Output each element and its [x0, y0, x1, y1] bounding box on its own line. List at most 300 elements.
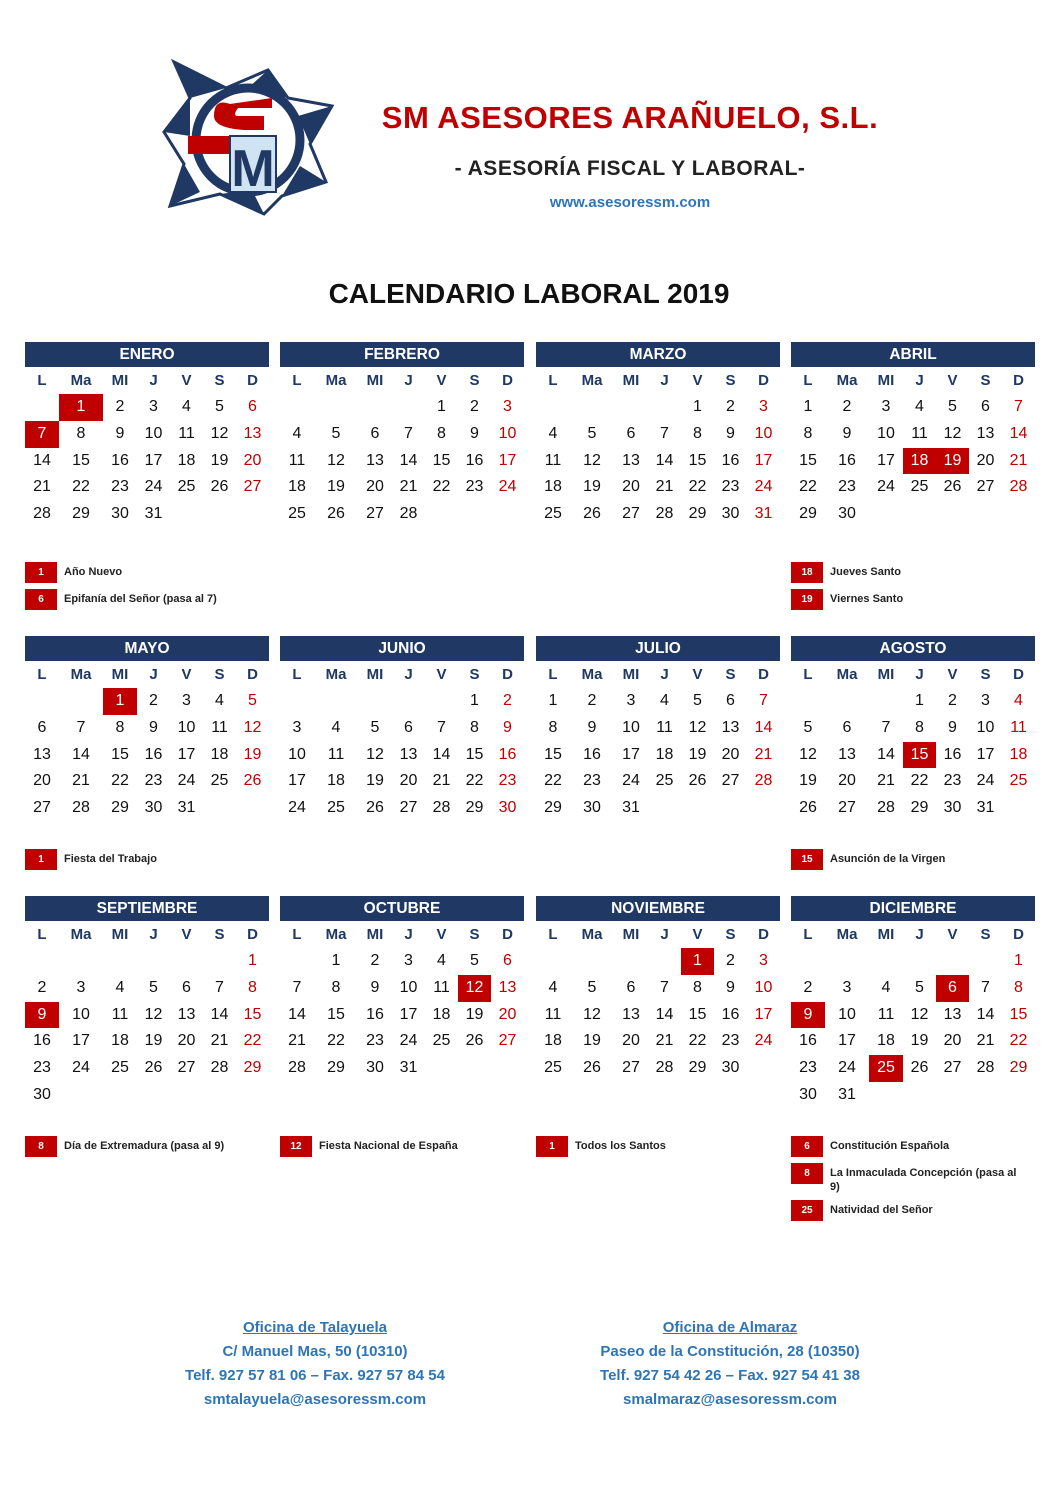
empty-day — [648, 394, 681, 421]
day-cell: 4 — [548, 978, 558, 996]
day-cell: 27 — [622, 1059, 640, 1077]
empty-day — [491, 1055, 524, 1082]
empty-day — [825, 948, 869, 975]
day-cell: 21 — [1009, 451, 1028, 469]
day-cell: 12 — [688, 718, 707, 736]
week-row — [536, 501, 780, 528]
holiday-day-cell: 9 — [791, 1002, 825, 1029]
holiday-name: La Inmaculada Concepción (pasa al 9) — [830, 1167, 1017, 1193]
day-cell: 20 — [943, 1032, 962, 1050]
day-cell: 5 — [948, 398, 957, 415]
day-cell: 8 — [548, 718, 558, 736]
day-cell: 4 — [548, 424, 558, 442]
empty-day — [392, 394, 425, 421]
day-cell: 13 — [177, 1005, 196, 1023]
day-cell: 1 — [1014, 952, 1023, 969]
day-cell: 9 — [370, 978, 380, 996]
holiday-day-badge: 1 — [25, 849, 57, 870]
empty-day — [869, 948, 903, 975]
day-cell: 18 — [544, 478, 562, 496]
day-cell: 29 — [111, 799, 129, 817]
day-cell: 15 — [111, 745, 129, 763]
holiday-legend — [25, 849, 265, 876]
day-cell: 1 — [437, 398, 446, 415]
day-cell: 26 — [327, 505, 345, 523]
empty-day — [280, 688, 314, 715]
day-cell: 6 — [37, 718, 47, 736]
weekday-label: V — [181, 666, 192, 683]
day-cell: 12 — [144, 1005, 163, 1023]
day-cell: 14 — [33, 451, 51, 469]
day-cell: 14 — [432, 745, 451, 763]
day-cell: 7 — [660, 978, 669, 996]
day-cell: 20 — [976, 451, 995, 469]
week-row — [280, 768, 524, 795]
day-cell: 19 — [243, 745, 262, 763]
day-cell: 28 — [288, 1059, 306, 1077]
day-cell: 18 — [210, 745, 229, 763]
empty-day — [903, 501, 936, 528]
day-cell: 20 — [838, 772, 856, 790]
company-website[interactable]: www.asesoressm.com — [549, 194, 711, 211]
day-cell: 27 — [498, 1032, 517, 1050]
day-cell: 27 — [366, 505, 384, 523]
day-cell: 4 — [292, 424, 302, 442]
week-row — [25, 501, 269, 528]
empty-day — [203, 795, 236, 822]
month-julio — [536, 636, 780, 822]
week-row — [280, 1028, 524, 1055]
week-row — [791, 394, 1035, 421]
empty-day — [648, 948, 681, 975]
day-cell: 20 — [622, 1032, 640, 1050]
day-cell: 25 — [1009, 772, 1028, 790]
day-cell: 11 — [911, 424, 928, 442]
week-row — [25, 1002, 269, 1029]
holiday-day-cell: 1 — [59, 394, 103, 421]
weekday-label: MI — [622, 372, 640, 389]
day-cell: 11 — [111, 1005, 129, 1023]
day-cell: 5 — [149, 978, 158, 996]
day-cell: 8 — [115, 718, 125, 736]
week-row — [25, 688, 269, 715]
day-cell: 18 — [1009, 745, 1028, 763]
day-cell: 31 — [622, 799, 640, 817]
day-cell: 24 — [177, 772, 196, 790]
day-cell: 27 — [399, 799, 418, 817]
weekday-row — [25, 921, 269, 948]
empty-day — [425, 1055, 458, 1082]
day-cell: 1 — [331, 952, 341, 969]
day-cell: 26 — [799, 799, 817, 817]
day-cell: 19 — [688, 745, 707, 763]
weekday-label: S — [980, 372, 991, 389]
holiday-name: Epifanía del Señor (pasa al 7) — [64, 593, 217, 605]
day-cell: 23 — [33, 1059, 51, 1077]
weekday-label: S — [214, 372, 225, 389]
week-row — [791, 715, 1035, 742]
day-cell: 15 — [1009, 1005, 1028, 1023]
weekday-label: V — [692, 372, 703, 389]
day-cell: 22 — [910, 772, 929, 790]
calendar-title: CALENDARIO LABORAL 2019 — [328, 278, 730, 309]
day-cell: 27 — [976, 478, 995, 496]
day-cell: 28 — [72, 799, 90, 817]
day-cell: 7 — [437, 718, 446, 736]
month-header: SEPTIEMBRE — [25, 896, 269, 921]
holiday-day-badge: 12 — [280, 1136, 312, 1157]
day-cell: 29 — [72, 505, 90, 523]
month-header: DICIEMBRE — [791, 896, 1035, 921]
day-cell: 15 — [544, 745, 562, 763]
empty-day — [536, 394, 570, 421]
day-cell: 17 — [288, 772, 306, 790]
office-email[interactable]: smalmaraz@asesoressm.com — [623, 1391, 837, 1408]
day-cell: 11 — [1010, 718, 1027, 736]
week-row — [25, 421, 269, 448]
day-cell: 3 — [404, 952, 413, 969]
day-cell: 10 — [622, 718, 640, 736]
day-cell: 22 — [465, 772, 484, 790]
weekday-label: MI — [877, 372, 895, 389]
empty-day — [1002, 501, 1035, 528]
week-row — [536, 688, 780, 715]
day-cell: 18 — [288, 478, 306, 496]
day-cell: 19 — [210, 451, 229, 469]
holiday-day-badge: 1 — [25, 562, 57, 583]
weekday-row — [791, 367, 1035, 394]
day-cell: 4 — [660, 692, 669, 709]
empty-day — [747, 795, 780, 822]
day-cell: 23 — [144, 772, 163, 790]
day-cell: 20 — [622, 478, 640, 496]
day-cell: 26 — [243, 772, 262, 790]
holiday-item — [791, 1200, 1031, 1221]
day-cell: 14 — [399, 451, 418, 469]
weekday-label: Ma — [325, 666, 347, 683]
week-row — [280, 742, 524, 769]
empty-day — [25, 688, 59, 715]
weekday-label: D — [502, 372, 513, 389]
empty-day — [536, 948, 570, 975]
holiday-name: Asunción de la Virgen — [830, 853, 946, 865]
day-cell: 25 — [655, 772, 674, 790]
month-enero — [25, 342, 269, 528]
day-cell: 3 — [881, 398, 891, 415]
day-cell: 31 — [399, 1059, 418, 1077]
week-row — [25, 742, 269, 769]
day-cell: 30 — [943, 799, 962, 817]
day-cell: 19 — [910, 1032, 929, 1050]
weekday-label: Ma — [70, 372, 92, 389]
empty-day — [280, 394, 314, 421]
day-cell: 3 — [842, 978, 852, 996]
day-cell: 14 — [976, 1005, 995, 1023]
office-email[interactable]: smtalayuela@asesoressm.com — [203, 1391, 427, 1408]
weekday-label: S — [725, 926, 736, 943]
day-cell: 22 — [432, 478, 451, 496]
week-row — [791, 1082, 1035, 1109]
empty-day — [392, 688, 425, 715]
day-cell: 12 — [583, 451, 601, 469]
day-cell: 24 — [754, 478, 773, 496]
day-cell: 14 — [210, 1005, 229, 1023]
day-cell: 5 — [370, 718, 380, 736]
day-cell: 25 — [432, 1032, 451, 1050]
holiday-day-badge: 15 — [791, 849, 823, 870]
day-cell: 8 — [915, 718, 924, 736]
holiday-legend — [280, 1136, 520, 1163]
empty-day — [236, 501, 269, 528]
month-header: MAYO — [25, 636, 269, 661]
day-cell: 18 — [177, 451, 196, 469]
weekday-label: J — [404, 926, 413, 943]
week-row — [536, 1055, 780, 1082]
empty-day — [358, 394, 392, 421]
month-marzo — [536, 342, 780, 528]
day-cell: 7 — [881, 718, 891, 736]
empty-day — [170, 1082, 203, 1109]
day-cell: 11 — [433, 978, 450, 996]
day-cell: 4 — [1014, 692, 1023, 709]
weekday-label: MI — [877, 926, 895, 943]
week-row — [536, 448, 780, 475]
day-cell: 15 — [799, 451, 817, 469]
day-cell: 8 — [693, 424, 702, 442]
day-cell: 22 — [72, 478, 90, 496]
month-header: AGOSTO — [791, 636, 1035, 661]
weekday-label: S — [725, 666, 736, 683]
weekday-label: J — [915, 372, 924, 389]
day-cell: 21 — [754, 745, 773, 763]
day-cell: 9 — [726, 424, 735, 442]
holiday-name: Natividad del Señor — [830, 1204, 933, 1216]
weekday-label: Ma — [581, 372, 603, 389]
week-row — [25, 394, 269, 421]
week-row — [536, 768, 780, 795]
holiday-day-cell: 1 — [103, 688, 137, 715]
day-cell: 3 — [626, 692, 636, 709]
weekday-label: MI — [622, 926, 640, 943]
day-cell: 28 — [432, 799, 451, 817]
empty-day — [458, 501, 491, 528]
day-cell: 17 — [72, 1032, 90, 1050]
day-cell: 24 — [877, 478, 895, 496]
holiday-name: Jueves Santo — [830, 566, 901, 578]
weekday-label: S — [469, 666, 480, 683]
empty-day — [969, 948, 1002, 975]
day-cell: 24 — [622, 772, 640, 790]
day-cell: 11 — [656, 718, 673, 736]
empty-day — [614, 948, 648, 975]
day-cell: 5 — [803, 718, 813, 736]
empty-day — [936, 501, 969, 528]
holiday-legend — [791, 849, 1031, 876]
empty-day — [25, 948, 59, 975]
weekday-label: L — [548, 372, 558, 389]
day-cell: 23 — [943, 772, 962, 790]
month-junio — [280, 636, 524, 822]
day-cell: 9 — [149, 718, 158, 736]
weekday-label: L — [803, 666, 813, 683]
day-cell: 30 — [583, 799, 601, 817]
day-cell: 3 — [149, 398, 158, 415]
day-cell: 21 — [288, 1032, 306, 1050]
weekday-label: L — [803, 926, 813, 943]
week-row — [280, 421, 524, 448]
day-cell: 26 — [366, 799, 384, 817]
day-cell: 22 — [688, 1032, 707, 1050]
day-cell: 2 — [726, 398, 735, 415]
day-cell: 8 — [76, 424, 86, 442]
weekday-label: J — [915, 666, 924, 683]
day-cell: 16 — [111, 451, 129, 469]
empty-day — [425, 501, 458, 528]
day-cell: 14 — [655, 451, 674, 469]
day-cell: 26 — [688, 772, 707, 790]
weekday-label: Ma — [70, 926, 92, 943]
day-cell: 13 — [33, 745, 51, 763]
weekday-row — [280, 921, 524, 948]
weekday-row — [280, 661, 524, 688]
day-cell: 6 — [404, 718, 413, 736]
day-cell: 10 — [288, 745, 306, 763]
day-cell: 10 — [72, 1005, 90, 1023]
week-row — [791, 948, 1035, 975]
day-cell: 29 — [910, 799, 929, 817]
holiday-day-badge: 8 — [791, 1163, 823, 1184]
week-row — [791, 1055, 1035, 1082]
day-cell: 20 — [498, 1005, 517, 1023]
day-cell: 9 — [948, 718, 957, 736]
day-cell: 24 — [399, 1032, 418, 1050]
holiday-name: Constitución Española — [830, 1140, 950, 1152]
empty-day — [170, 948, 203, 975]
holiday-item — [791, 589, 1031, 610]
weekday-label: Ma — [325, 926, 347, 943]
weekday-label: S — [469, 926, 480, 943]
day-cell: 2 — [149, 692, 158, 709]
month-octubre — [280, 896, 524, 1082]
week-row — [25, 1055, 269, 1082]
weekday-row — [536, 921, 780, 948]
week-row — [536, 394, 780, 421]
day-cell: 2 — [115, 398, 125, 415]
day-cell: 21 — [399, 478, 418, 496]
weekday-label: S — [980, 926, 991, 943]
day-cell: 28 — [33, 505, 51, 523]
day-cell: 10 — [399, 978, 418, 996]
empty-day — [681, 795, 714, 822]
day-cell: 3 — [759, 952, 768, 969]
weekday-label: D — [247, 926, 258, 943]
day-cell: 17 — [754, 1005, 773, 1023]
day-cell: 28 — [210, 1059, 229, 1077]
day-cell: 21 — [72, 772, 90, 790]
day-cell: 18 — [432, 1005, 451, 1023]
empty-day — [570, 394, 614, 421]
day-cell: 22 — [327, 1032, 345, 1050]
day-cell: 26 — [583, 505, 601, 523]
day-cell: 5 — [915, 978, 924, 996]
day-cell: 5 — [470, 952, 479, 969]
empty-day — [236, 795, 269, 822]
day-cell: 26 — [144, 1059, 163, 1077]
weekday-label: L — [548, 666, 558, 683]
weekday-label: MI — [111, 926, 129, 943]
day-cell: 3 — [182, 692, 191, 709]
day-cell: 18 — [111, 1032, 129, 1050]
day-cell: 16 — [721, 451, 740, 469]
day-cell: 7 — [981, 978, 990, 996]
day-cell: 29 — [243, 1059, 262, 1077]
logo-letter: M — [231, 140, 275, 198]
week-row — [25, 448, 269, 475]
holiday-day-badge: 25 — [791, 1200, 823, 1221]
week-row — [791, 448, 1035, 475]
day-cell: 13 — [366, 451, 384, 469]
day-cell: 12 — [327, 451, 345, 469]
day-cell: 15 — [465, 745, 484, 763]
empty-day — [791, 948, 825, 975]
empty-day — [314, 688, 358, 715]
day-cell: 11 — [544, 1005, 562, 1023]
day-cell: 22 — [243, 1032, 262, 1050]
day-cell: 1 — [548, 692, 558, 709]
day-cell: 16 — [144, 745, 163, 763]
day-cell: 11 — [178, 424, 195, 442]
day-cell: 8 — [1014, 978, 1023, 996]
weekday-label: S — [214, 926, 225, 943]
day-cell: 16 — [366, 1005, 384, 1023]
day-cell: 7 — [215, 978, 224, 996]
day-cell: 20 — [399, 772, 418, 790]
holiday-day-badge: 8 — [25, 1136, 57, 1157]
day-cell: 24 — [72, 1059, 90, 1077]
month-septiembre — [25, 896, 269, 1109]
day-cell: 26 — [943, 478, 962, 496]
day-cell: 20 — [33, 772, 51, 790]
day-cell: 24 — [976, 772, 995, 790]
weekday-label: L — [548, 926, 558, 943]
day-cell: 27 — [243, 478, 262, 496]
day-cell: 30 — [799, 1085, 817, 1103]
office-talayuela — [135, 1316, 495, 1412]
day-cell: 2 — [726, 952, 735, 969]
week-row — [791, 975, 1035, 1002]
day-cell: 29 — [544, 799, 562, 817]
day-cell: 25 — [288, 505, 306, 523]
holiday-day-cell: 1 — [681, 948, 714, 975]
weekday-label: V — [181, 926, 192, 943]
week-row — [280, 394, 524, 421]
empty-day — [903, 1082, 936, 1109]
weekday-label: Ma — [581, 926, 603, 943]
day-cell: 24 — [838, 1059, 856, 1077]
weekday-label: D — [502, 926, 513, 943]
office-phone: Telf. 927 54 42 26 – Fax. 927 54 41 38 — [600, 1367, 860, 1384]
day-cell: 1 — [248, 952, 257, 969]
week-row — [536, 1002, 780, 1029]
week-row — [791, 768, 1035, 795]
weekday-label: D — [758, 926, 769, 943]
day-cell: 6 — [626, 424, 636, 442]
day-cell: 2 — [370, 952, 380, 969]
weekday-label: V — [947, 666, 958, 683]
week-row — [791, 795, 1035, 822]
day-cell: 8 — [470, 718, 479, 736]
weekday-row — [25, 367, 269, 394]
